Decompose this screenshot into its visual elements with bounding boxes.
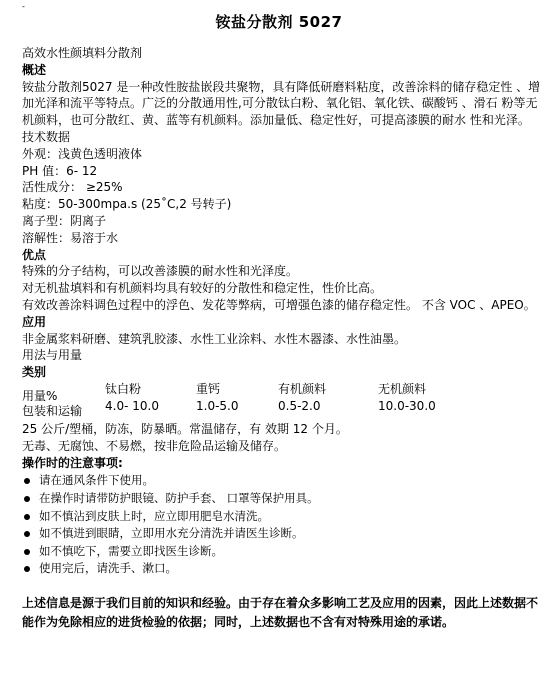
safety-heading: 操作时的注意事项: (22, 455, 123, 470)
bullet-icon (24, 514, 30, 520)
tech-appearance: 外观：浅黄色透明液体 (22, 146, 143, 161)
advantages-heading: 优点 (22, 247, 47, 262)
category-heading: 类别 (22, 365, 47, 380)
application-text: 非金属浆料研磨、建筑乳胶漆、水性工业涂料、水性木器漆、水性油墨。 (22, 331, 407, 346)
list-item (22, 472, 542, 490)
dosage-val-calcium: 1.0-5.0 (196, 398, 239, 413)
subtitle: 高效水性颜填料分散剂 (22, 46, 143, 60)
bullet-icon (24, 566, 30, 572)
bullet-icon (24, 496, 30, 502)
tech-ph: PH 值：6- 12 (22, 163, 98, 178)
bullet-icon (24, 549, 30, 555)
advantage-1: 特殊的分子结构，可以改善漆膜的耐水性和光泽度。 (22, 264, 299, 279)
bullet-icon (24, 478, 30, 484)
dosage-val-organic: 0.5-2.0 (278, 398, 321, 413)
disclaimer: 上述信息是源于我们目前的知识和经验。由于存在着众多影响工艺及应用的因素，因此上述数据不能作为免除相应的进货检验的依据；同时，上述数据也不含有对特殊用途的承诺。 (22, 595, 539, 629)
dosage-col-titanium: 钛白粉 (105, 381, 142, 396)
tech-viscosity: 粘度：50-300mpa.s (25˚C,2 号转子) (22, 197, 232, 212)
application-heading: 应用 (22, 314, 47, 329)
list-item (22, 490, 542, 508)
tech-active-content: 活性成分： ≥25% (22, 180, 123, 195)
safety-item-text: 如不慎沾到皮肤上时，应立即用肥皂水清洗。 (39, 508, 269, 523)
advantage-3: 有效改善涂料调色过程中的浮色、发花等弊病，可增强色漆的储存稳定性。 不含 VOC 、APEO。 (22, 297, 536, 312)
tech-ionic-type: 离子型：阴离子 (22, 213, 107, 228)
list-item (22, 508, 542, 526)
dosage-heading: 用法与用量 (22, 348, 83, 363)
dosage-val-inorganic: 10.0-30.0 (378, 398, 436, 413)
list-item (22, 560, 542, 578)
list-item (22, 525, 542, 543)
tech-solubility: 溶解性：易溶于水 (22, 230, 119, 245)
list-item (22, 543, 542, 561)
dosage-table (22, 381, 542, 418)
overview-text: 铵盐分散剂5027 是一种改性胺盐嵌段共聚物，具有降低研磨料粘度，改善涂料的储存稳定性 、增加光泽和流平等特点。广泛的分散通用性,可分散钛白粉、氧化铝、氧化铁、碳酸钙 、滑石 粉等无机颜料，也可分散红、黄、蓝等有机颜料。添加量低、稳定性好，可提高漆膜的耐水 性和光泽。 (22, 79, 541, 128)
packaging-text: 25 公斤/塑桶，防冻，防暴晒。常温储存，有 效期 12 个月。 (22, 421, 348, 436)
dosage-col-organic: 有机颜料 (278, 381, 327, 396)
dosage-val-titanium: 4.0- 10.0 (105, 398, 159, 413)
document-body (22, 45, 542, 632)
document-title: 铵盐分散剂 5027 (215, 13, 343, 31)
safety-item-text: 如不慎进到眼睛，立即用水充分清洗并请医生诊断。 (39, 526, 304, 541)
safety-item-text: 请在通风条件下使用。 (39, 473, 154, 488)
dosage-col-inorganic: 无机颜料 (378, 381, 427, 396)
safety-item-text: 在操作时请带防护眼镜、防护手套、 口罩等保护用具。 (39, 490, 319, 505)
overview-heading: 概述 (22, 62, 47, 77)
safety-item-text: 使用完后，请洗手、漱口。 (39, 561, 177, 576)
transport-text: 无毒、无腐蚀、不易燃，按非危险品运输及储存。 (22, 438, 287, 453)
dosage-col-calcium: 重钙 (196, 381, 221, 396)
safety-list (22, 472, 542, 578)
tech-heading: 技术数据 (22, 129, 71, 144)
corner-mark: - (22, 2, 25, 11)
dosage-row-label: 用量% (22, 388, 58, 403)
bullet-icon (24, 531, 30, 537)
safety-item-text: 如不慎吃下，需要立即找医生诊断。 (39, 543, 223, 558)
advantage-2: 对无机盐填料和有机颜料均具有较好的分散性和稳定性，性价比高。 (22, 281, 383, 296)
packaging-label: 包装和运输 (22, 403, 83, 418)
